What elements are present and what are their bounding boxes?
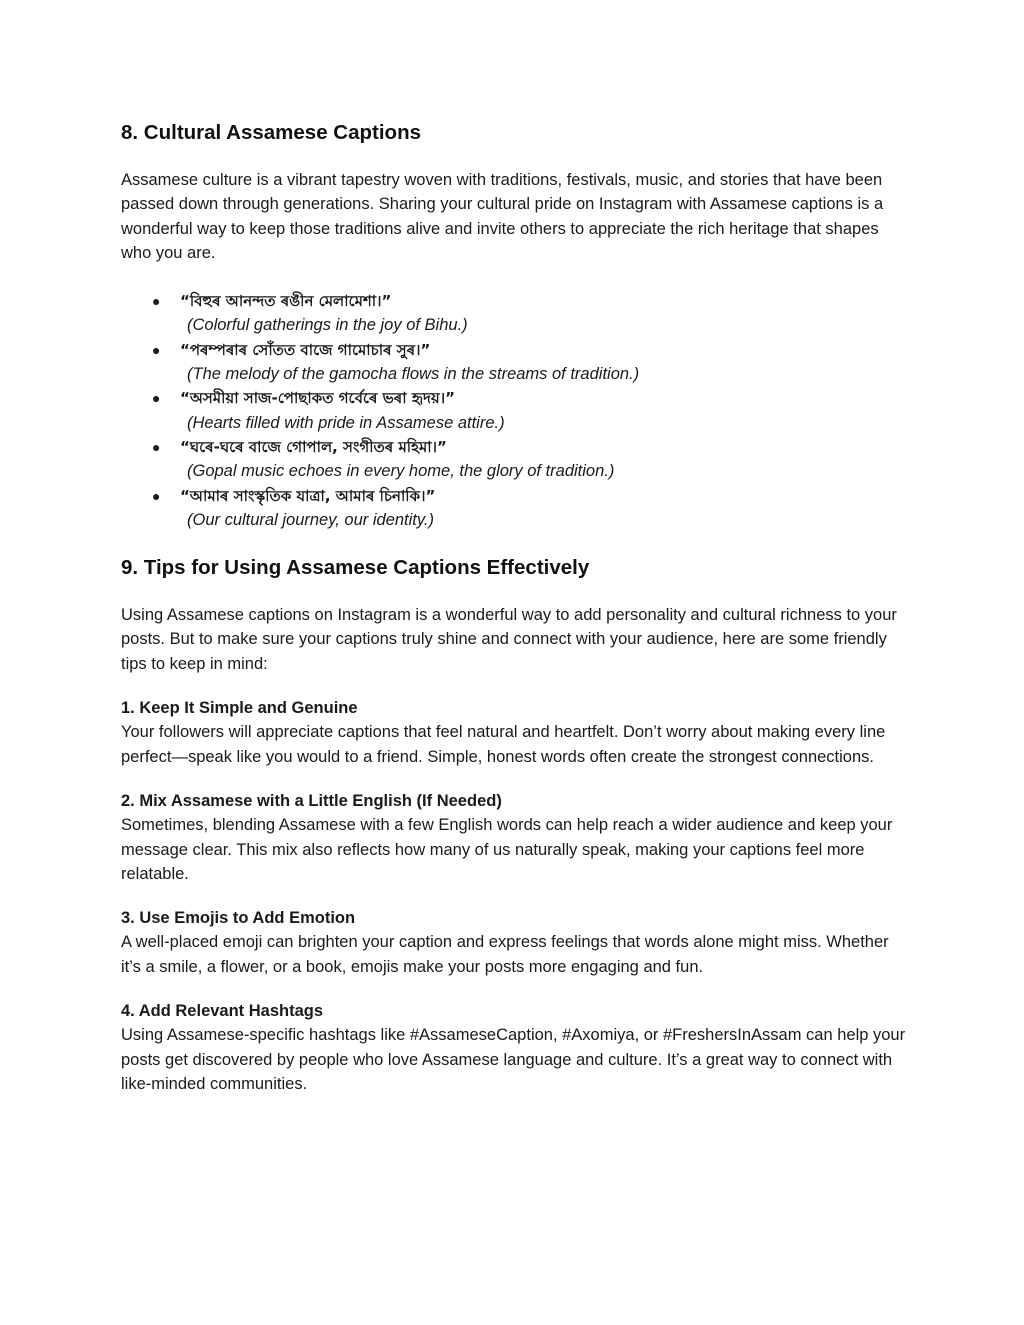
bullet-icon: ● — [152, 390, 161, 407]
tip-body: Your followers will appreciate captions that feel natural and heartfelt. Don’t worry about making every line perfect—speak like you would to a friend. Simple, honest words often create the strongest connections. — [121, 723, 886, 766]
tip-block — [121, 696, 906, 769]
caption-english: (Hearts filled with pride in Assamese attire.) — [187, 413, 505, 432]
caption-item — [121, 484, 906, 533]
caption-english: (Gopal music echoes in every home, the glory of tradition.) — [187, 462, 615, 481]
bullet-icon: ● — [152, 341, 161, 358]
tip-block — [121, 906, 906, 979]
section-9-intro: Using Assamese captions on Instagram is a wonderful way to add personality and cultural richness to your posts. But to make sure your captions truly shine and connect with your audience, here are some friendly tips to keep in mind: — [121, 606, 897, 673]
section-8-heading: 8. Cultural Assamese Captions — [121, 121, 422, 144]
caption-assamese: “বিহুৰ আনন্দত ৰঙীন মেলামেশা।” — [180, 292, 392, 311]
caption-english: (The melody of the gamocha flows in the streams of tradition.) — [187, 365, 640, 384]
bullet-icon: ● — [152, 438, 161, 455]
caption-assamese: “অসমীয়া সাজ-পোছাকত গৰ্বেৰে ভৰা হৃদয়।” — [180, 389, 455, 408]
caption-item — [121, 289, 906, 338]
caption-english: (Colorful gatherings in the joy of Bihu.) — [187, 316, 468, 335]
tip-body: A well-placed emoji can brighten your caption and express feelings that words alone might miss. Whether it’s a smile, a flower, or a book, emojis make your posts more engaging and fun. — [121, 933, 889, 976]
caption-english: (Our cultural journey, our identity.) — [187, 510, 434, 529]
section-8-intro: Assamese culture is a vibrant tapestry woven with traditions, festivals, music, and stories that have been passed down through generations. Sharing your cultural pride on Instagram with Assamese captions is a wonderful way to keep those traditions alive and invite others to appreciate the rich heritage that shapes who you are. — [121, 171, 884, 262]
caption-item — [121, 338, 906, 387]
tip-body: Sometimes, blending Assamese with a few English words can help reach a wider audience and keep your message clear. This mix also reflects how many of us naturally speak, making your captions feel more relatable. — [121, 816, 893, 883]
caption-item — [121, 386, 906, 435]
tip-block — [121, 999, 906, 1096]
tip-title: 3. Use Emojis to Add Emotion — [121, 909, 356, 928]
tip-block — [121, 789, 906, 886]
tip-title: 4. Add Relevant Hashtags — [121, 1002, 324, 1021]
tip-body: Using Assamese-specific hashtags like #AssameseCaption, #Axomiya, or #FreshersInAssam can help your posts get discovered by people who love Assamese language and culture. It’s a great way to connect with like-minded communities. — [121, 1026, 906, 1093]
bullet-icon: ● — [152, 487, 161, 504]
caption-list — [121, 289, 906, 532]
tip-title: 1. Keep It Simple and Genuine — [121, 699, 358, 718]
tip-title: 2. Mix Assamese with a Little English (If Needed) — [121, 791, 502, 810]
document-page — [121, 116, 906, 1116]
caption-assamese: “ঘৰে-ঘৰে বাজে গোপাল, সংগীতৰ মহিমা।” — [180, 437, 447, 456]
caption-assamese: “পৰম্পৰাৰ সোঁতত বাজে গামোচাৰ সুৰ।” — [180, 340, 431, 359]
caption-assamese: “আমাৰ সাংস্কৃতিক যাত্ৰা, আমাৰ চিনাকি।” — [180, 486, 436, 505]
section-9-heading: 9. Tips for Using Assamese Captions Effectively — [121, 556, 590, 580]
bullet-icon: ● — [152, 293, 161, 310]
caption-item — [121, 435, 906, 484]
